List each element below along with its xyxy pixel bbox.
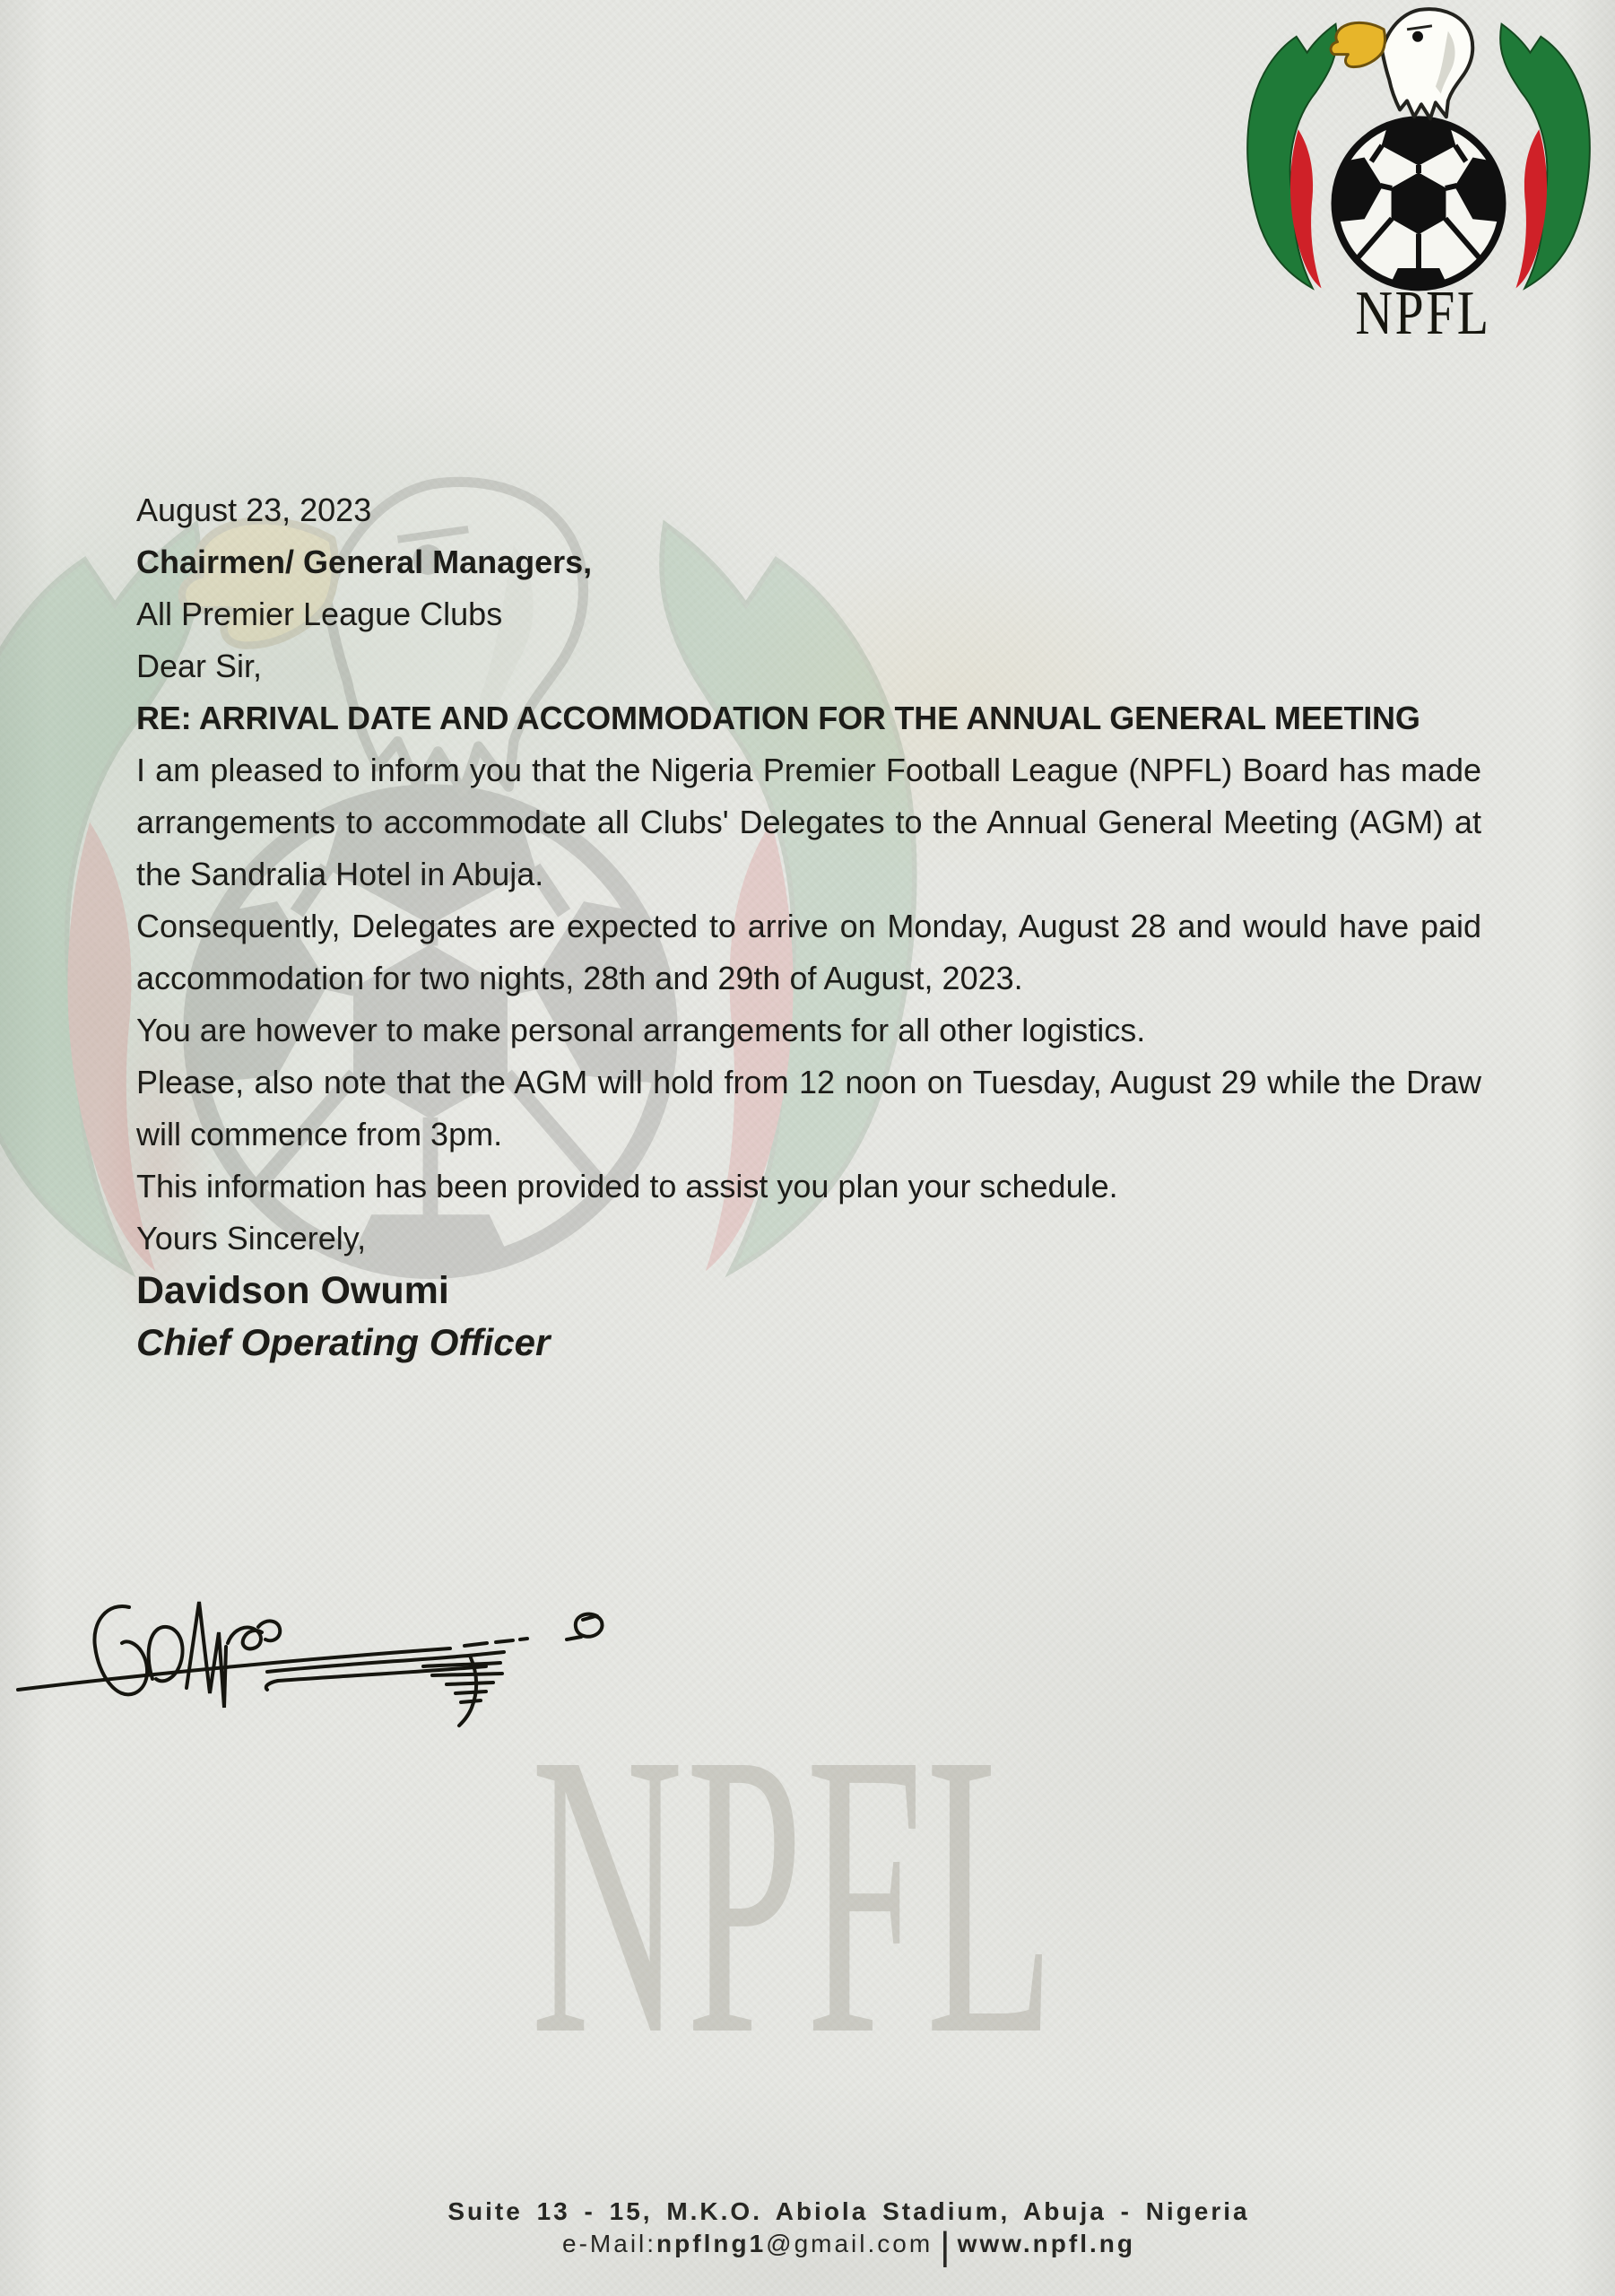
logo-wordmark: NPFL [1355,279,1491,343]
eagle-eye-icon [1412,31,1423,42]
letter-body [136,484,1481,1369]
letter-date: August 23, 2023 [136,491,372,528]
signatory-name: Davidson Owumi [136,1269,449,1312]
paragraph-3: You are however to make personal arrangements for all other logistics. [136,1012,1146,1048]
eagle-head-icon [1331,9,1472,118]
recipient-line-1: Chairmen/ General Managers, [136,544,593,580]
closing: Yours Sincerely, [136,1220,367,1257]
footer-email-domain: @gmail.com [766,2230,933,2257]
footer-email-label: e-Mail: [562,2230,657,2257]
wing-right-icon [1500,24,1590,289]
signature-scribble [2,1589,640,1794]
footer-email-user: npflng1 [656,2230,767,2257]
salutation: Dear Sir, [136,648,263,684]
paragraph-2: Consequently, Delegates are expected to arrive on Monday, August 28 and would have paid accommodation for two nights, 28th and 29th of August, 2023. [136,908,1481,996]
paragraph-4: Please, also note that the AGM will hold from 12 noon on Tuesday, August 29 while the Draw will commence from 3pm. [136,1064,1481,1152]
watermark-text: NPFL [531,1669,1058,2118]
wing-left-icon [1247,24,1337,289]
letterhead-footer [0,2196,1615,2268]
footer-contacts [82,2224,1615,2268]
paragraph-1: I am pleased to inform you that the Nigeria Premier Football League (NPFL) Board has made arrangements to accommodate all Clubs' Delegates to the Annual General Meeting (AGM) at the Sandralia Hotel in Abuja. [136,752,1481,892]
recipient-line-2: All Premier League Clubs [136,596,503,632]
subject-line: RE: ARRIVAL DATE AND ACCOMMODATION FOR THE ANNUAL GENERAL MEETING [136,700,1420,736]
footer-address: Suite 13 - 15, M.K.O. Abiola Stadium, Abuja - Nigeria [447,2197,1250,2225]
paragraph-5: This information has been provided to assist you plan your schedule. [136,1168,1118,1205]
beak-icon [1331,22,1385,66]
npfl-crest-art [1247,9,1590,318]
signatory-title: Chief Operating Officer [136,1321,551,1363]
npfl-logo [1241,4,1596,343]
footer-separator: | [940,2224,951,2268]
footer-website: www.npfl.ng [957,2230,1135,2257]
